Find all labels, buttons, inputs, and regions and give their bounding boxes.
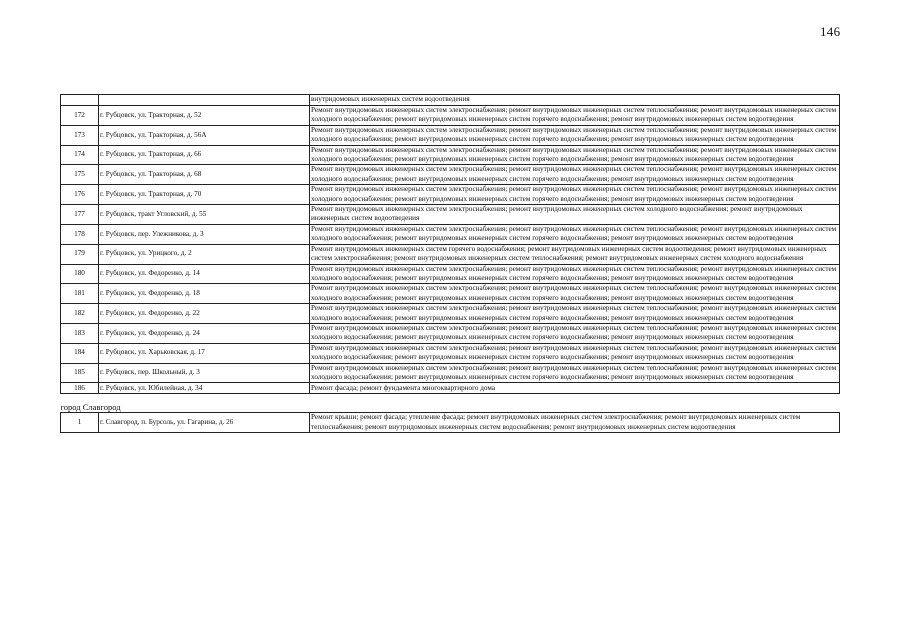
table-row-continuation	[61, 95, 840, 106]
table-row	[61, 145, 840, 165]
address-cell: г. Рубцовск, ул. Тракторная, д. 52	[99, 106, 310, 126]
work-cell: Ремонт фасада; ремонт фундамента многоквартирного дома	[310, 383, 840, 394]
row-number-cell: 179	[61, 244, 99, 264]
table-row	[61, 284, 840, 304]
work-cell: Ремонт внутридомовых инженерных систем электроснабжения; ремонт внутридомовых инженерных систем теплоснабжения; ремонт внутридомовых инженерных систем холодного водоснабжения; ремонт внутридомовых инженерных систем горячего водоснабжения; ремонт внутридомовых инженерных систем водоотведения	[310, 284, 840, 304]
address-cell: г. Рубцовск, пер. Улежникова, д. 3	[99, 224, 310, 244]
address-cell: г. Рубцовск, ул. Федоренко, д. 18	[99, 284, 310, 304]
work-cell: Ремонт внутридомовых инженерных систем электроснабжения; ремонт внутридомовых инженерных систем теплоснабжения; ремонт внутридомовых инженерных систем холодного водоснабжения; ремонт внутридомовых инженерных систем горячего водоснабжения; ремонт внутридомовых инженерных систем водоотведения	[310, 125, 840, 145]
section-heading-row	[61, 394, 840, 413]
table-row	[61, 224, 840, 244]
table-row	[61, 383, 840, 394]
work-cell: Ремонт внутридомовых инженерных систем электроснабжения; ремонт внутридомовых инженерных систем теплоснабжения; ремонт внутридомовых инженерных систем холодного водоснабжения; ремонт внутридомовых инженерных систем горячего водоснабжения; ремонт внутридомовых инженерных систем водоотведения	[310, 106, 840, 126]
row-number-cell: 180	[61, 264, 99, 284]
address-cell: г. Рубцовск, тракт Угловский, д. 55	[99, 205, 310, 225]
table-row	[61, 413, 840, 433]
row-number-cell: 178	[61, 224, 99, 244]
work-cell: Ремонт внутридомовых инженерных систем электроснабжения; ремонт внутридомовых инженерных систем теплоснабжения; ремонт внутридомовых инженерных систем холодного водоснабжения; ремонт внутридомовых инженерных систем горячего водоснабжения; ремонт внутридомовых инженерных систем водоотведения	[310, 185, 840, 205]
row-number-cell: 185	[61, 363, 99, 383]
section-heading: город Славгород	[61, 394, 840, 413]
table-row	[61, 244, 840, 264]
work-cell: Ремонт внутридомовых инженерных систем электроснабжения; ремонт внутридомовых инженерных систем теплоснабжения; ремонт внутридомовых инженерных систем холодного водоснабжения; ремонт внутридомовых инженерных систем горячего водоснабжения; ремонт внутридомовых инженерных систем водоотведения	[310, 165, 840, 185]
address-cell: г. Рубцовск, ул. Федоренко, д. 14	[99, 264, 310, 284]
row-number-cell: 175	[61, 165, 99, 185]
work-cell: Ремонт внутридомовых инженерных систем электроснабжения; ремонт внутридомовых инженерных систем теплоснабжения; ремонт внутридомовых инженерных систем холодного водоснабжения; ремонт внутридомовых инженерных систем горячего водоснабжения; ремонт внутридомовых инженерных систем водоотведения	[310, 264, 840, 284]
row-number-cell: 184	[61, 343, 99, 363]
address-cell: г. Рубцовск, ул. Урицкого, д. 2	[99, 244, 310, 264]
table-row	[61, 185, 840, 205]
work-cell: Ремонт внутридомовых инженерных систем электроснабжения; ремонт внутридомовых инженерных систем теплоснабжения; ремонт внутридомовых инженерных систем холодного водоснабжения; ремонт внутридомовых инженерных систем горячего водоснабжения; ремонт внутридомовых инженерных систем водоотведения	[310, 323, 840, 343]
address-cell: г. Рубцовск, ул. Федоренко, д. 24	[99, 323, 310, 343]
table-row	[61, 264, 840, 284]
address-cell	[99, 95, 310, 106]
row-number-cell: 176	[61, 185, 99, 205]
address-cell: г. Рубцовск, ул. Тракторная, д. 66	[99, 145, 310, 165]
row-number-cell: 173	[61, 125, 99, 145]
address-cell: г. Рубцовск, ул. Харьковская, д. 17	[99, 343, 310, 363]
address-cell: г. Рубцовск, пер. Школьный, д. 3	[99, 363, 310, 383]
work-cell: Ремонт внутридомовых инженерных систем горячего водоснабжения; ремонт внутридомовых инженерных систем водоотведения; ремонт внутридомовых инженерных систем электроснабжения; ремонт внутридомовых инженерных систем теплоснабжения; ремонт внутридомовых инженерных систем холодного водоснабжения	[310, 244, 840, 264]
address-cell: г. Рубцовск, ул. Тракторная, д. 56А	[99, 125, 310, 145]
work-cell: внутридомовых инженерных систем водоотведения	[310, 95, 840, 106]
row-number-cell: 182	[61, 304, 99, 324]
address-cell: г. Рубцовск, ул. Тракторная, д. 70	[99, 185, 310, 205]
row-number-cell: 1	[61, 413, 99, 433]
address-cell: г. Рубцовск, ул. Тракторная, д. 68	[99, 165, 310, 185]
row-number-cell: 174	[61, 145, 99, 165]
row-number-cell: 186	[61, 383, 99, 394]
table-row	[61, 165, 840, 185]
table-row	[61, 205, 840, 225]
work-cell: Ремонт внутридомовых инженерных систем электроснабжения; ремонт внутридомовых инженерных систем холодного водоснабжения; ремонт внутридомовых инженерных систем водоотведения	[310, 205, 840, 225]
row-number-cell: 181	[61, 284, 99, 304]
work-cell: Ремонт крыши; ремонт фасада; утепление фасада; ремонт внутридомовых инженерных систем электроснабжения; ремонт внутридомовых инженерных систем теплоснабжения; ремонт внутридомовых инженерных систем водоснабжения; ремонт внутридомовых инженерных систем водоотведения	[310, 413, 840, 433]
table-row	[61, 304, 840, 324]
address-cell: г. Рубцовск, ул. Федоренко, д. 22	[99, 304, 310, 324]
table-row	[61, 363, 840, 383]
work-cell: Ремонт внутридомовых инженерных систем электроснабжения; ремонт внутридомовых инженерных систем теплоснабжения; ремонт внутридомовых инженерных систем холодного водоснабжения; ремонт внутридомовых инженерных систем горячего водоснабжения; ремонт внутридомовых инженерных систем водоотведения	[310, 145, 840, 165]
row-number-cell: 183	[61, 323, 99, 343]
page-number: 146	[820, 24, 841, 39]
table-row	[61, 323, 840, 343]
table-row	[61, 125, 840, 145]
work-cell: Ремонт внутридомовых инженерных систем электроснабжения; ремонт внутридомовых инженерных систем теплоснабжения; ремонт внутридомовых инженерных систем холодного водоснабжения; ремонт внутридомовых инженерных систем горячего водоснабжения; ремонт внутридомовых инженерных систем водоотведения	[310, 343, 840, 363]
work-cell: Ремонт внутридомовых инженерных систем электроснабжения; ремонт внутридомовых инженерных систем теплоснабжения; ремонт внутридомовых инженерных систем холодного водоснабжения; ремонт внутридомовых инженерных систем горячего водоснабжения; ремонт внутридомовых инженерных систем водоотведения	[310, 224, 840, 244]
row-number-cell: 172	[61, 106, 99, 126]
table-row	[61, 106, 840, 126]
repair-register-table	[60, 94, 840, 433]
row-number-cell	[61, 95, 99, 106]
work-cell: Ремонт внутридомовых инженерных систем электроснабжения; ремонт внутридомовых инженерных систем теплоснабжения; ремонт внутридомовых инженерных систем холодного водоснабжения; ремонт внутридомовых инженерных систем горячего водоснабжения; ремонт внутридомовых инженерных систем водоотведения	[310, 304, 840, 324]
address-cell: г. Рубцовск, ул. Юбилейная, д. 34	[99, 383, 310, 394]
table-row	[61, 343, 840, 363]
address-cell: г. Славгород, п. Бурсоль, ул. Гагарина, д. 26	[99, 413, 310, 433]
row-number-cell: 177	[61, 205, 99, 225]
work-cell: Ремонт внутридомовых инженерных систем электроснабжения; ремонт внутридомовых инженерных систем теплоснабжения; ремонт внутридомовых инженерных систем холодного водоснабжения; ремонт внутридомовых инженерных систем горячего водоснабжения; ремонт внутридомовых инженерных систем водоотведения	[310, 363, 840, 383]
